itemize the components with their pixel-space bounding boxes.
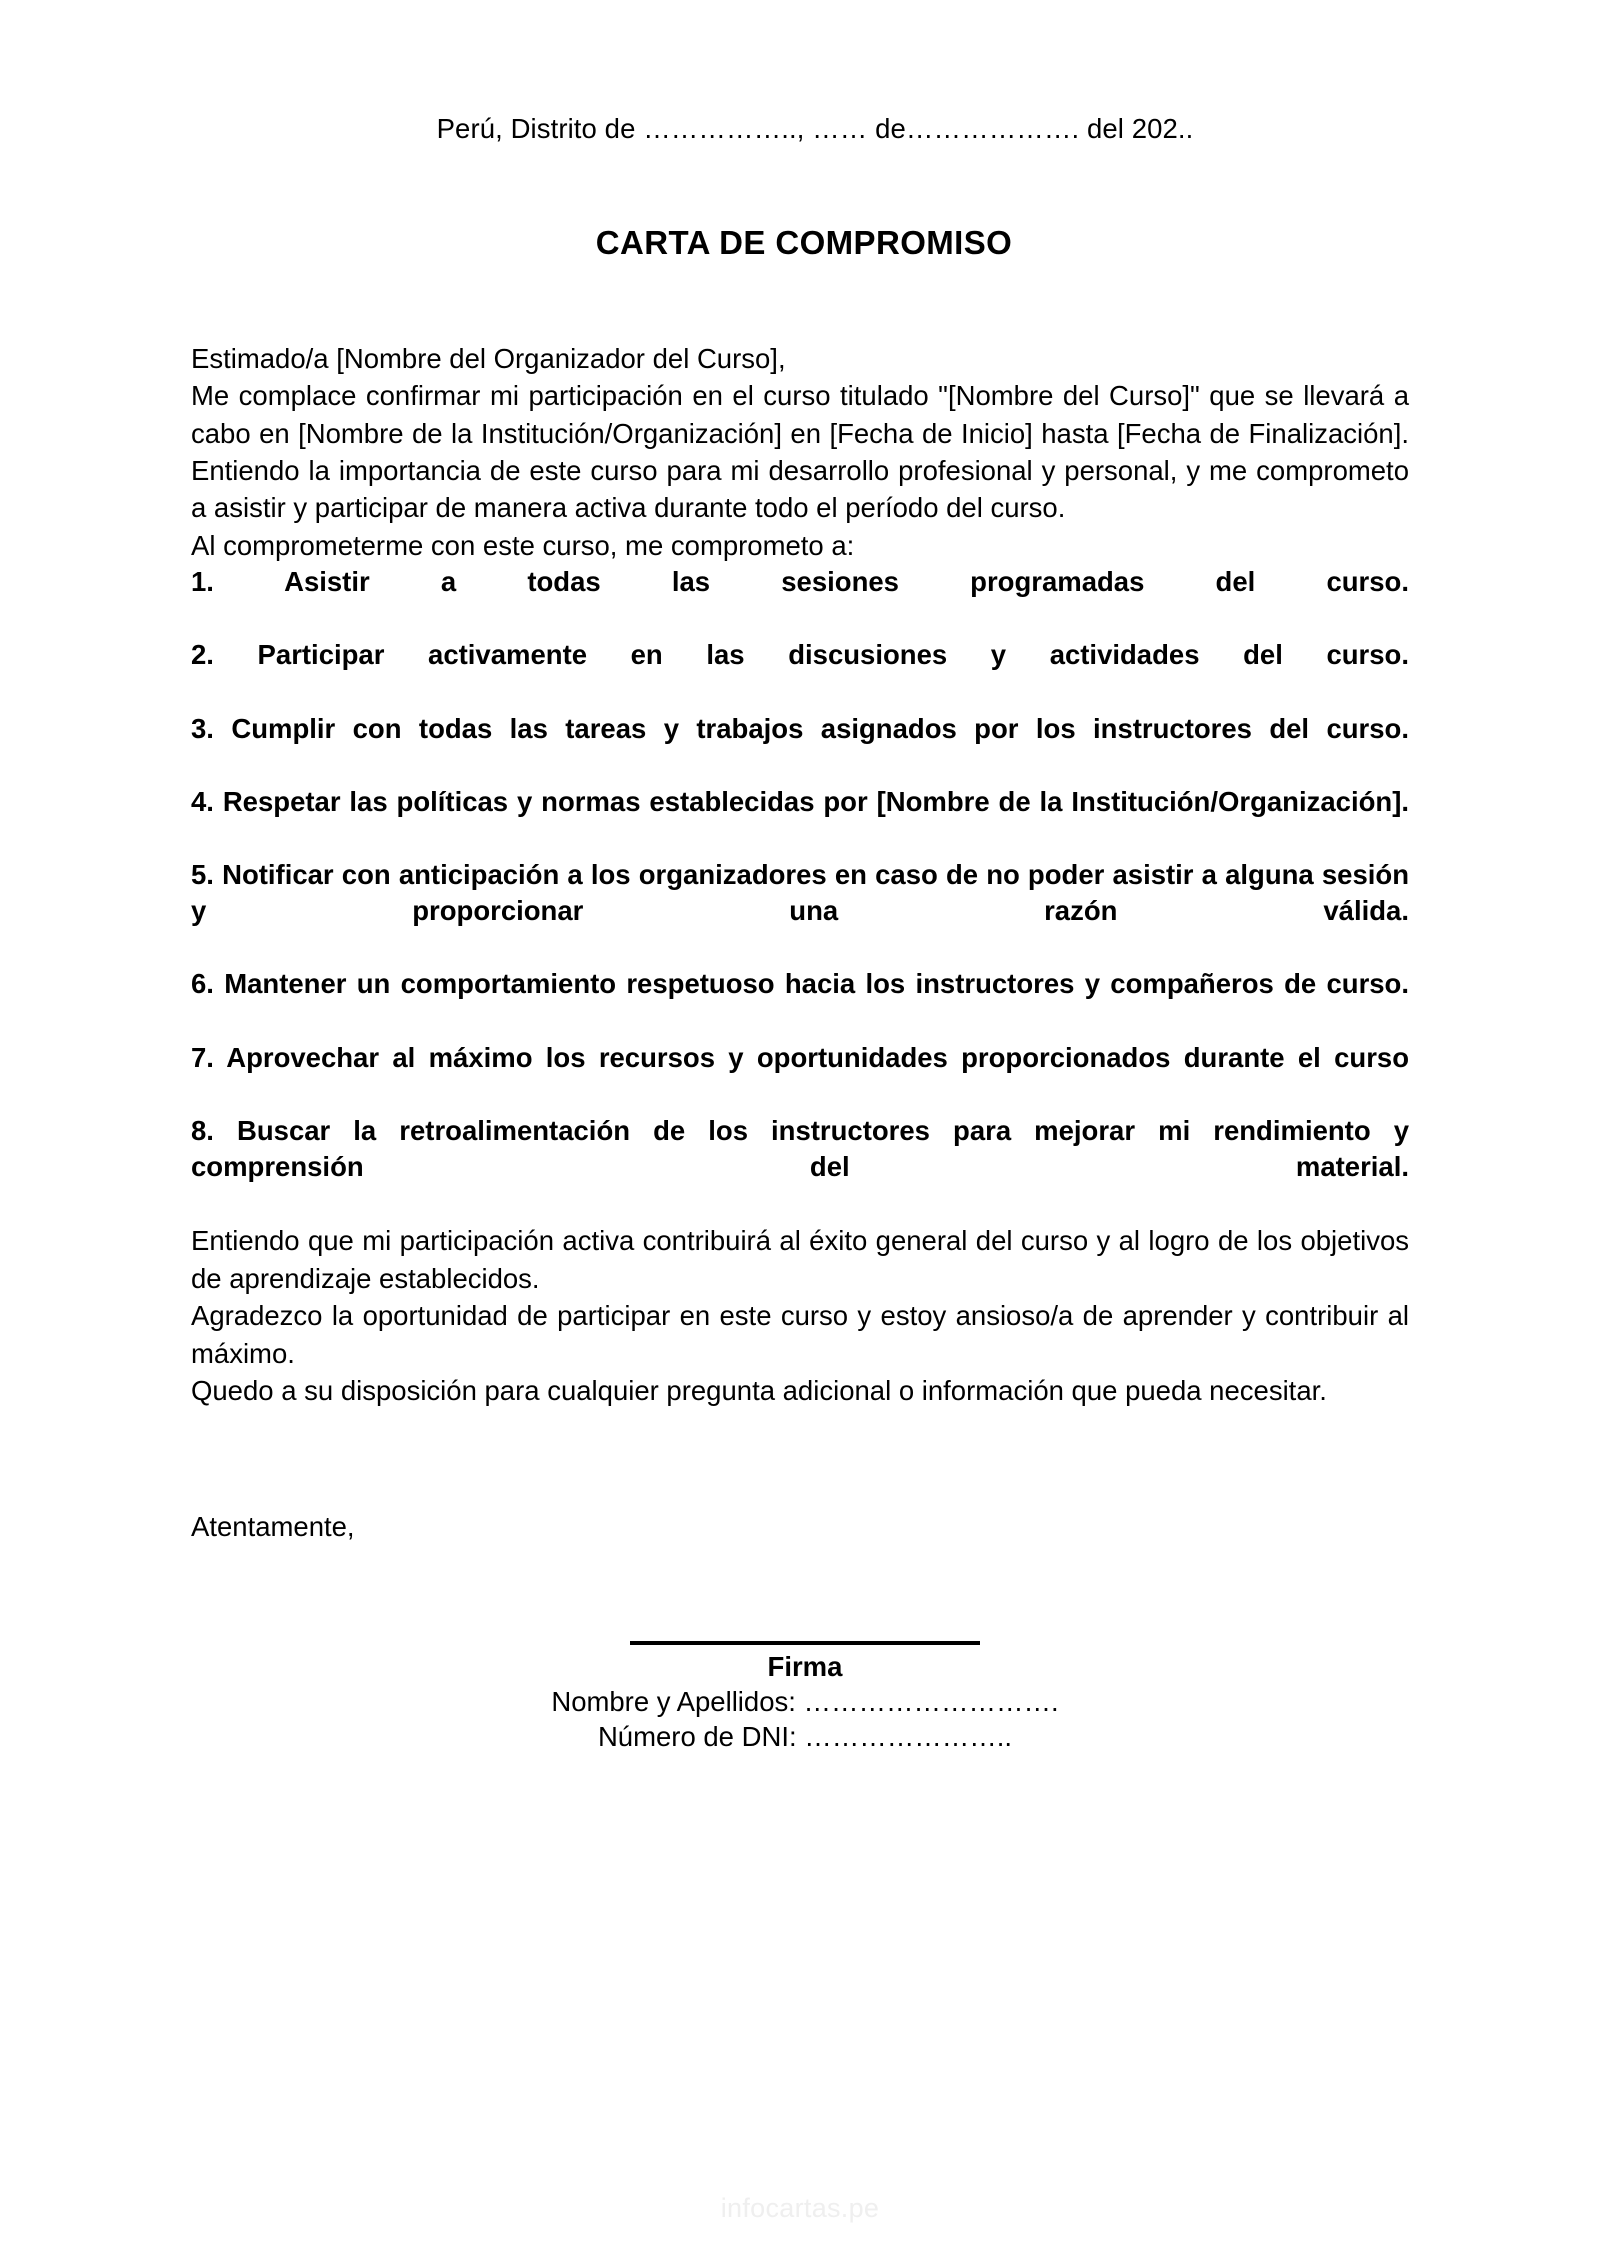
signature-label: Firma	[767, 1651, 843, 1683]
list-item: 2. Participar activamente en las discusiones y actividades del curso.	[191, 639, 1409, 671]
page-title: CARTA DE COMPROMISO	[595, 224, 1013, 262]
closing-line: Atentamente,	[191, 1511, 355, 1543]
signature-name-field: Nombre y Apellidos: ……………………….	[551, 1686, 1059, 1718]
list-item: 1. Asistir a todas las sesiones programadas del curso.	[191, 566, 1409, 598]
watermark: infocartas.pe	[720, 2193, 880, 2223]
list-item: 8. Buscar la retroalimentación de los instructores para mejorar mi rendimiento y comprensión del material.	[191, 1114, 1409, 1183]
date-place-line: Perú, Distrito de …………….., …… de………………. del 202..	[436, 113, 1194, 144]
commitments-list	[191, 564, 1409, 1222]
list-item: 7. Aprovechar al máximo los recursos y oportunidades proporcionados durante el curso	[191, 1041, 1409, 1073]
list-item: 3. Cumplir con todas las tareas y trabajos asignados por los instructores del curso.	[191, 712, 1409, 744]
list-item: 6. Mantener un comportamiento respetuoso hacia los instructores y compañeros de curso.	[191, 968, 1409, 1000]
signature-rule	[630, 1641, 980, 1645]
signature-block	[191, 1641, 1409, 1755]
list-item: 5. Notificar con anticipación a los organizadores en caso de no poder asistir a alguna sesión y proporcionar una razón válida.	[191, 858, 1409, 927]
commitments-lead-in: Al comprometerme con este curso, me comprometo a:	[191, 529, 855, 561]
availability-paragraph: Quedo a su disposición para cualquier pregunta adicional o información que pueda necesitar.	[191, 1374, 1327, 1406]
list-item: 4. Respetar las políticas y normas establecidas por [Nombre de la Institución/Organización].	[191, 785, 1409, 817]
intro-paragraph: Me complace confirmar mi participación en el curso titulado "[Nombre del Curso]" que se llevará a cabo en [Nombre de la Institución/Organización] en [Fecha de Inicio] hasta [Fecha de Finalización]. Entiendo la importancia de este curso para mi desarrollo profesional y personal, y me comprometo a asistir y participar de manera activa durante todo el período del curso.	[191, 380, 1409, 524]
greeting-line: Estimado/a [Nombre del Organizador del Curso],	[191, 343, 786, 375]
document-content	[191, 0, 1409, 1755]
signature-dni-field: Número de DNI: …………………..	[597, 1721, 1013, 1753]
contribution-paragraph: Entiendo que mi participación activa contribuirá al éxito general del curso y al logro de los objetivos de aprendizaje establecidos.	[191, 1225, 1409, 1294]
thanks-paragraph: Agradezco la oportunidad de participar en este curso y estoy ansioso/a de aprender y contribuir al máximo.	[191, 1300, 1409, 1369]
